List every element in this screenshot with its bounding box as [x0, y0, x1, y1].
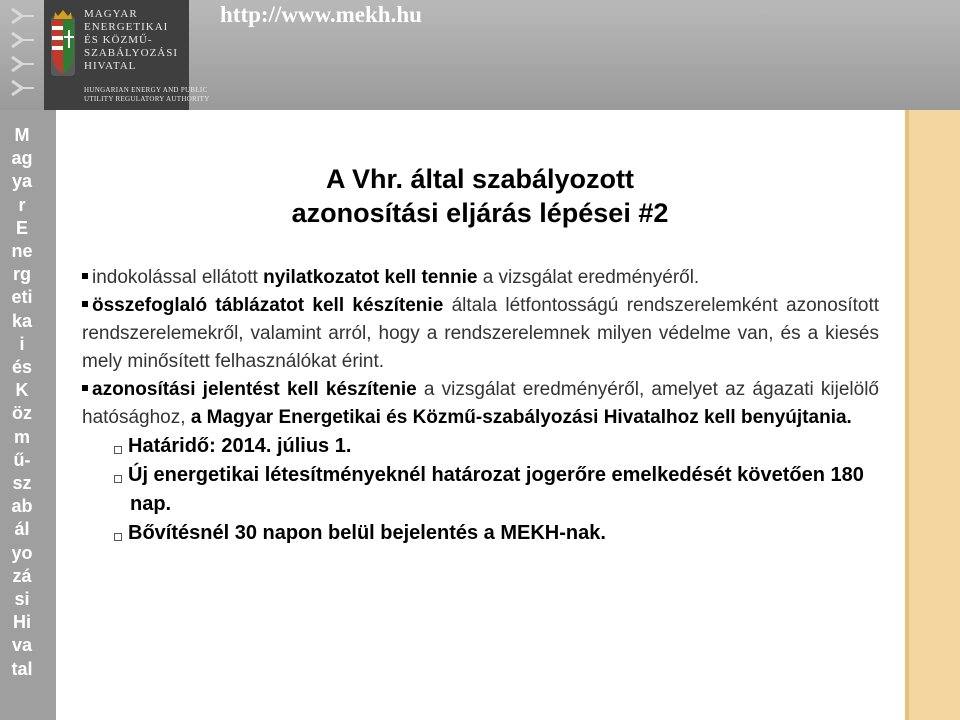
- slide-title: [80, 162, 880, 230]
- arrow-decoration: [6, 6, 44, 102]
- hollow-square-bullet-icon: [114, 475, 122, 483]
- chevron-right-icon: [6, 30, 36, 50]
- right-sidebar: [905, 110, 960, 720]
- slide-title-line: A Vhr. által szabályozott: [325, 164, 635, 194]
- authority-logo: [44, 0, 210, 110]
- bullet-item: indokolással ellátott nyilatkozatot kell tennie a vizsgálat eredményéről.: [82, 264, 879, 292]
- hollow-square-bullet-icon: [114, 446, 122, 454]
- square-bullet-icon: [82, 385, 88, 391]
- chevron-right-icon: [6, 54, 36, 74]
- bullet-item: azonosítási jelentést kell készítenie a vizsgálat eredményéről, amelyet az ágazati kijelölő hatósághoz, a Magyar Energetikai és Közmű-szabályozási Hivatalhoz kell benyújtania.: [82, 379, 879, 428]
- right-sidebar-edge: [905, 110, 909, 720]
- slide-title-line: azonosítási eljárás lépései #2: [291, 198, 669, 228]
- square-bullet-icon: [82, 273, 88, 279]
- sub-bullet-item: Bővítésnél 30 napon belül bejelentés a MEKH-nak.: [82, 519, 879, 548]
- vertical-authority-name: M ag ya r E ne rg eti ka i és K öz m ű- sz ab ál yo zá si Hi va tal: [11, 125, 33, 679]
- hollow-square-bullet-icon: [114, 533, 122, 541]
- chevron-right-icon: [6, 6, 36, 26]
- bullet-item: összefoglaló táblázatot kell készítenie általa létfontosságú rendszerelemként azonosított rendszerelemekről, valamint arról, hogy a rendszerelemnek milyen védelme van, és a kiesés mely minősített felhasználókat érint.: [82, 295, 880, 372]
- coat-of-arms-icon: [48, 6, 78, 84]
- chevron-right-icon: [6, 78, 36, 98]
- square-bullet-icon: [82, 301, 88, 307]
- logo-title: MAGYAR ENERGETIKAI ÉS KÖZMŰ- SZABÁLYOZÁSI HIVATAL: [84, 8, 179, 72]
- sub-bullet-item: Határidő: 2014. július 1.: [82, 432, 879, 461]
- header-bar: [0, 0, 960, 110]
- website-url: http://www.mekh.hu: [220, 2, 422, 27]
- sub-bullet-item: Új energetikai létesítményeknél határozat jogerőre emelkedését követően 180 nap.: [82, 461, 879, 519]
- slide-content: [82, 264, 879, 548]
- logo-subtitle: HUNGARIAN ENERGY AND PUBLIC UTILITY REGULATORY AUTHORITY: [84, 86, 210, 103]
